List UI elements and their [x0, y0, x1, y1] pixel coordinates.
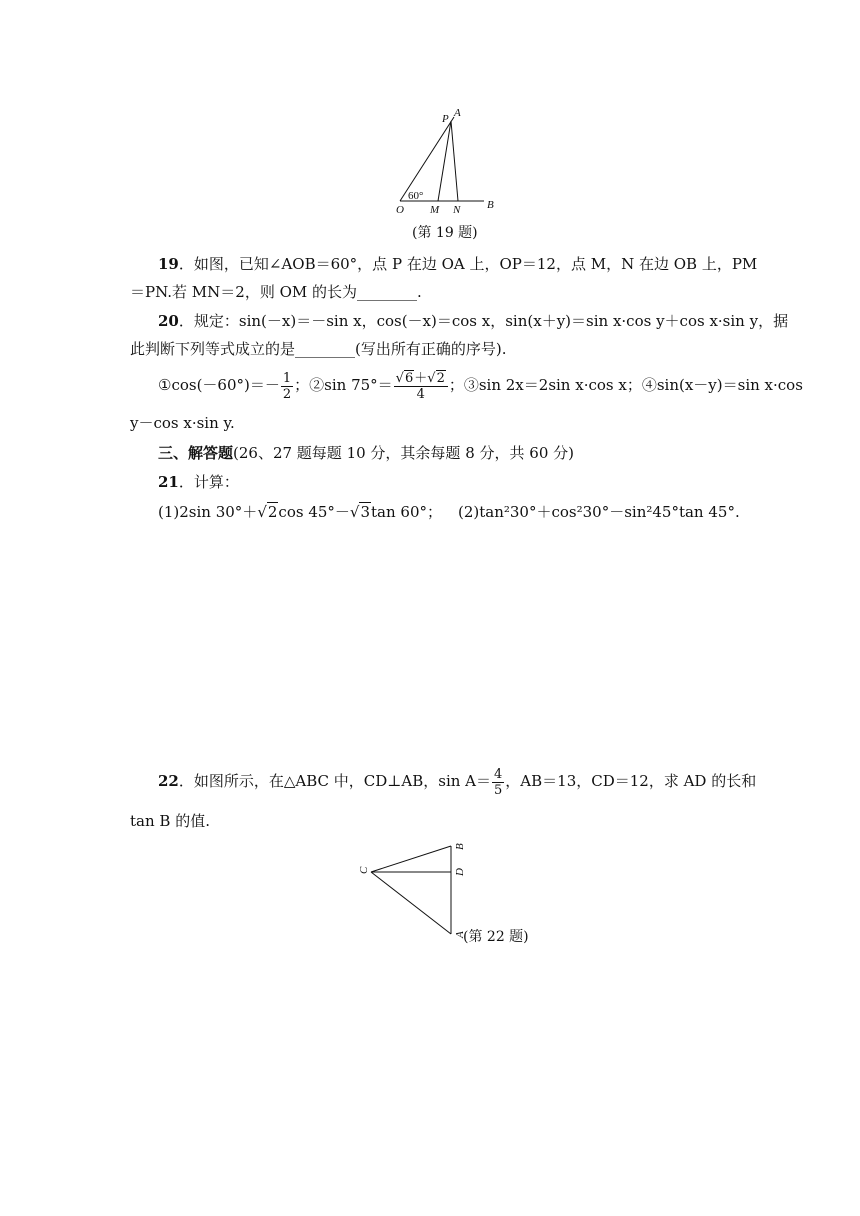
option-1: ①cos(－60°)＝－: [158, 376, 280, 394]
option-2: ；②sin 75°＝: [294, 376, 393, 394]
question-21-line-1: [158, 472, 239, 492]
segment-cb: [371, 846, 451, 872]
label-c: C: [358, 866, 370, 874]
figure-19: [388, 104, 508, 216]
question-22-line-2: [130, 811, 210, 831]
question-19-line-2: [130, 282, 422, 302]
label-angle: 60°: [408, 190, 424, 202]
part-1-c: tan 60°；: [371, 503, 443, 521]
label-b: B: [487, 199, 494, 211]
label-m: M: [430, 204, 440, 216]
question-20-options: [158, 367, 803, 403]
label-p: P: [442, 113, 449, 125]
ray-oa: [400, 117, 454, 201]
question-19-text-2: ＝PN.若 MN＝2，则 OM 的长为________.: [130, 283, 422, 301]
label-n: N: [453, 204, 461, 216]
segment-pm: [438, 121, 451, 201]
radicand: 3: [360, 503, 371, 521]
question-20-number: 20: [158, 312, 179, 330]
segment-pn: [451, 121, 458, 201]
question-21-part-2: [458, 502, 740, 522]
radicand: 6: [404, 370, 414, 386]
label-b: B: [454, 843, 466, 850]
plus-sign: ＋: [414, 370, 428, 386]
question-22-text-b: ，AB＝13，CD＝12，求 AD 的长和: [505, 772, 757, 790]
question-20-text-1: ．规定：sin(－x)＝－sin x，cos(－x)＝cos x，sin(x＋y)＝sin x·cos y＋cos x·sin y，据: [178, 312, 789, 330]
fraction-one-half: [281, 371, 293, 402]
question-19-number: 19: [158, 255, 179, 273]
question-21-part-1: (1)2sin 30°＋√2cos 45°－√3tan 60°；: [158, 503, 443, 521]
fraction-four-fifths: [492, 767, 504, 798]
label-a: A: [454, 107, 461, 119]
label-a: A: [454, 931, 466, 938]
fraction-sqrt6-plus-sqrt2-over-4: [394, 371, 448, 402]
fraction-denominator: 2: [282, 386, 292, 402]
figure-22: [355, 838, 475, 942]
segment-ca: [371, 872, 451, 934]
question-20-text-2: 此判断下列等式成立的是________(写出所有正确的序号).: [130, 340, 507, 358]
question-22-text-2: tan B 的值.: [130, 812, 210, 830]
part-2: (2)tan²30°＋cos²30°－sin²45°tan 45°.: [458, 503, 740, 521]
question-22-number: 22: [158, 772, 179, 790]
part-1-b: cos 45°－: [278, 503, 350, 521]
question-22-line-1: [158, 763, 756, 799]
fraction-numerator: 1: [282, 370, 292, 386]
question-20-line-1: [158, 311, 788, 331]
section-3-title: 三、解答题: [158, 444, 234, 462]
fraction-denominator: 5: [494, 782, 503, 798]
fraction-numerator: √6＋√2: [394, 371, 448, 387]
fraction-denominator: 4: [416, 386, 425, 402]
section-3-note: (26、27 题每题 10 分，其余每题 8 分，共 60 分): [233, 444, 574, 462]
question-20-text-4: y－cos x·sin y.: [130, 414, 235, 432]
question-21-number: 21: [158, 473, 179, 491]
section-3-heading: [158, 443, 574, 463]
radicand: 2: [267, 503, 278, 521]
question-22-text-a: ．如图所示，在△ABC 中，CD⊥AB，sin A＝: [178, 772, 492, 790]
part-1-a: (1)2sin 30°＋: [158, 503, 258, 521]
label-o: O: [396, 204, 404, 216]
figure-22-caption: (第 22 题): [463, 929, 529, 945]
question-20-line-4: [130, 413, 235, 433]
label-d: D: [454, 868, 466, 876]
question-19-text-1: ．如图，已知∠AOB＝60°，点 P 在边 OA 上，OP＝12，点 M，N 在边 OB 上，PM: [178, 255, 758, 273]
question-19-line-1: [158, 254, 757, 274]
fraction-numerator: 4: [494, 766, 503, 782]
radicand: 2: [436, 370, 445, 386]
option-3-4: ；③sin 2x＝2sin x·cos x；④sin(x－y)＝sin x·cos: [448, 376, 803, 394]
question-20-line-2: [130, 339, 506, 359]
figure-19-caption: (第 19 题): [412, 225, 478, 241]
question-21-text: ．计算：: [178, 473, 239, 491]
